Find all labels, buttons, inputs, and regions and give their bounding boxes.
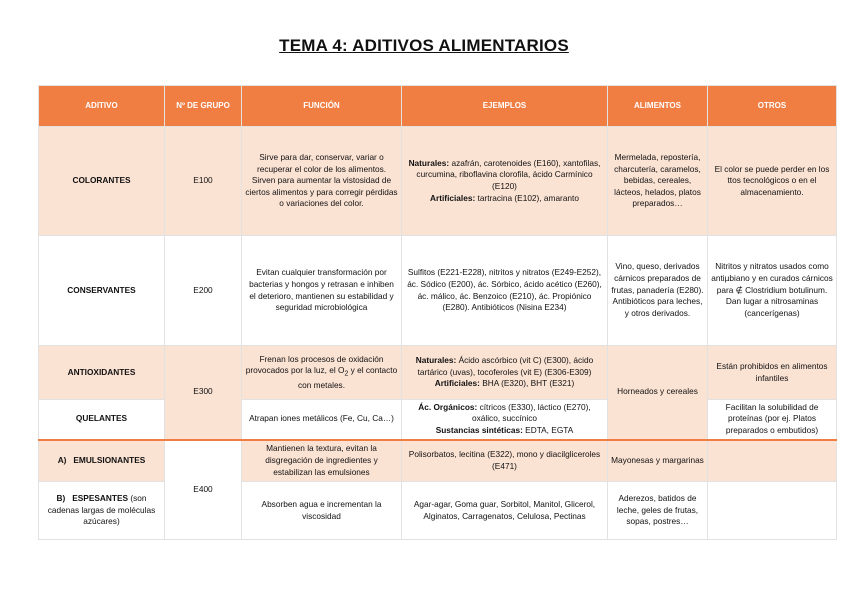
page-title: TEMA 4: ADITIVOS ALIMENTARIOS [279,36,569,55]
cell-aditivo [39,440,165,482]
funcion-post: y el contacto con metales. [297,365,398,390]
table-row-antioxidantes [39,346,837,400]
cell-ejemplos: Agar-agar, Goma guar, Sorbitol, Manitol, Glicerol, Alginatos, Carragenatos, Celulosa, Pectinas [402,482,608,540]
text-organicos: cítricos (E330), láctico (E270), oxálico, succínico [471,401,591,424]
text-naturales: azafrán, carotenoides (E160), xantofilas, curcumina, riboflavina clorofila, ácido Carmínico (E120) [416,157,601,191]
cell-aditivo: QUELANTES [39,400,165,440]
ejemplos-naturales [405,158,604,193]
cell-funcion [242,127,402,236]
cell-otros [708,482,837,540]
cell-grupo: E100 [165,127,242,236]
ejemplos-organicos [405,402,604,425]
label-naturales: Naturales: [408,157,450,168]
table-row-colorantes [39,127,837,236]
cell-otros: El color se puede perder en los ttos tecnológicos o en el almacenamiento. [708,127,837,236]
funcion-line-1: Sirve para dar, conservar, variar o recuperar el color de los alimentos. [256,151,387,174]
cell-otros: Nitritos y nitratos usados como antiµbiano y en curados cárnicos para ∉ Clostridium botulinum. Dan lugar a nitrosaminas (cancerígenas) [708,236,837,346]
header-alimentos: ALIMENTOS [608,86,708,127]
aditivo-note: (son cadenas largas de moléculas azúcares) [47,493,156,527]
funcion-line-2: Sirven para aumentar la vistosidad de ciertos alimentos y para corregir pérdidas o variaciones del color. [245,175,398,209]
cell-ejemplos [402,346,608,400]
aditivo-prefix: B) [56,493,66,504]
cell-ejemplos: Sulfitos (E221-E228), nitritos y nitratos (E249-E252), ác. Sódico (E200), ác. Sórbico, ácido acético (E260), ác. málico, ác. Benzoico (E210), ác. Propiónico (E280). Antibióticos (Nisina E234) [402,236,608,346]
cell-alimentos: Mermelada, repostería, charcutería, caramelos, bebidas, cereales, lácteos, helados, platos preparados… [608,127,708,236]
header-funcion: FUNCIÓN [242,86,402,127]
header-aditivo: ADITIVO [39,86,165,127]
cell-funcion: Evitan cualquier transformación por bacterias y hongos y retrasan e inhiben el deterioro, mantienen su estabilidad y seguridad microbiológica [242,236,402,346]
cell-grupo-e300: E300 [165,346,242,440]
aditivo-name: EMULSIONANTES [73,454,146,465]
header-otros: OTROS [708,86,837,127]
cell-otros: Están prohibidos en alimentos infantiles [708,346,837,400]
label-artificiales: Artificiales: [434,378,480,389]
ejemplos-naturales [405,355,604,378]
table-row-espesantes [39,482,837,540]
cell-ejemplos: Polisorbatos, lecitina (E322), mono y diacilgliceroles (E471) [402,440,608,482]
cell-grupo-e400: E400 [165,440,242,540]
table-header-row [39,86,837,127]
cell-aditivo: ANTIOXIDANTES [39,346,165,400]
cell-grupo: E200 [165,236,242,346]
ejemplos-artificiales [405,378,604,390]
text-naturales: Ácido ascórbico (vit C) (E300), ácido tartárico (uvas), tocoferoles (vit E) (E306-E309) [417,355,594,377]
cell-funcion: Absorben agua e incrementan la viscosidad [242,482,402,540]
aditivo-prefix: A) [57,454,67,465]
label-organicos: Ác. Orgánicos: [418,401,478,412]
cell-alimentos-e300: Horneados y cereales [608,346,708,440]
header-ejemplos: EJEMPLOS [402,86,608,127]
cell-funcion: Atrapan iones metálicos (Fe, Cu, Ca…) [242,400,402,440]
cell-ejemplos [402,400,608,440]
funcion-pre: Frenan los procesos de oxidación provocados por la luz, el O [245,353,384,376]
text-sinteticas: EDTA, EGTA [525,425,574,436]
aditivo-name: ESPESANTES [72,493,129,504]
label-artificiales: Artificiales: [430,192,476,203]
additives-table [38,85,837,540]
cell-aditivo: COLORANTES [39,127,165,236]
funcion-sub: 2 [344,370,349,378]
cell-alimentos: Vino, queso, derivados cárnicos preparados de frutas, panadería (E280). Antibióticos para leches, y otros derivados. [608,236,708,346]
label-naturales: Naturales: [415,355,457,366]
cell-aditivo [39,482,165,540]
text-artificiales: BHA (E320), BHT (E321) [482,378,575,389]
cell-alimentos: Mayonesas y margarinas [608,440,708,482]
ejemplos-sinteticas [405,425,604,437]
cell-ejemplos [402,127,608,236]
cell-funcion [242,346,402,400]
header-grupo: Nº DE GRUPO [165,86,242,127]
text-artificiales: tartracina (E102), amaranto [477,192,579,203]
ejemplos-artificiales [405,193,604,205]
table-row-quelantes [39,400,837,440]
cell-alimentos: Aderezos, batidos de leche, geles de frutas, sopas, postres… [608,482,708,540]
cell-otros [708,440,837,482]
table-row-conservantes [39,236,837,346]
label-sinteticas: Sustancias sintéticas: [435,425,523,436]
cell-aditivo: CONSERVANTES [39,236,165,346]
cell-funcion: Mantienen la textura, evitan la disgregación de ingredientes y estabilizan las emulsiones [242,440,402,482]
table-row-emulsionantes [39,440,837,482]
cell-otros: Facilitan la solubilidad de proteínas (por ej. Platos preparados o embutidos) [708,400,837,440]
